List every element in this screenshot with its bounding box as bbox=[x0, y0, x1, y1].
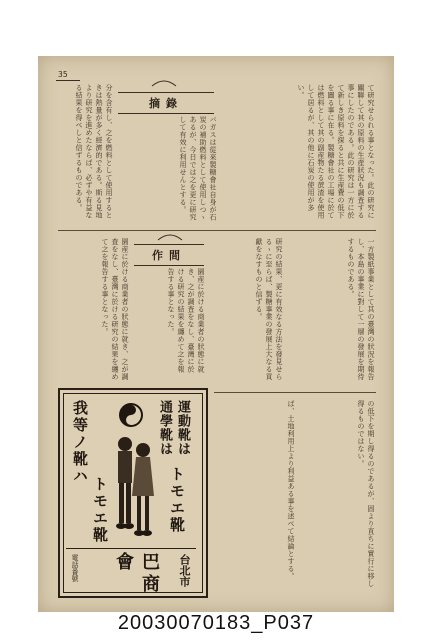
ad-city: 台北市 bbox=[178, 554, 191, 587]
text-column-lower-left: ば、土地利用上より利益ある事を述べて結論とする。 bbox=[287, 400, 295, 580]
text-column-middle-right: 一方製紙事業として其の臺灣の狀況を報告し、本島の事業に對して一層の發展を期待するものである。 bbox=[347, 238, 375, 381]
ad-slogan-sports: 運動靴は bbox=[175, 400, 190, 456]
archive-id-caption: 20030070183_P037 bbox=[117, 612, 315, 634]
heading-ornament-icon bbox=[150, 78, 178, 88]
page-number-rule bbox=[56, 80, 80, 81]
summary-heading: 摘錄 bbox=[118, 92, 214, 114]
advertisement-box bbox=[58, 388, 208, 598]
question-heading: 作間 bbox=[134, 244, 204, 266]
text-column-upper-left: 分を含有し、之を燃料として使用するときは熱量が多く經濟的である。斯る見地より研究を進めたならば、必ずや有益なる結果を得べしと信ずるものである。 bbox=[75, 84, 113, 219]
heading-ornament-icon bbox=[156, 232, 184, 242]
section-divider-lower bbox=[214, 392, 376, 393]
section-divider bbox=[58, 230, 376, 231]
ad-slogan-our-shoes: 我等ノ靴ハ bbox=[71, 400, 89, 485]
ad-slogan-school: 通學靴は bbox=[157, 400, 172, 456]
question-column: 園産に於ける商業者の狀態に就き、之が調査をなし、臺灣に於ける研究の結果を纏めて之を報告する事となった。 bbox=[101, 238, 129, 381]
text-column-lower-right: の低下を期し得るのであるが、固より直ちに實行に移し得るものではない。 bbox=[357, 400, 375, 588]
ad-brand-name: トモエ靴 bbox=[168, 466, 186, 534]
ad-company-name: 巴商會 bbox=[113, 552, 160, 596]
ad-sub-info: 電話番號 bbox=[71, 554, 79, 582]
ad-divider bbox=[66, 548, 196, 549]
tomoe-logo-icon bbox=[118, 402, 144, 428]
summary-column: バガスは從來製糖會社自身が石炭の補助燃料として使用しつゝあるが、今日では之を更に研究して有效に利用せんとする。 bbox=[179, 116, 217, 221]
document-page bbox=[38, 56, 394, 612]
text-column-upper-right: て研究せられる事となった。此の研究に關聯して其の原料の生産狀況も調査する事にしたのである。此の研究は一方に於て新しき原料を探ると共に生産費の低下を圖る事に在る。製糖會社の工場に於ては燃料として其の副産物たる蔗渣を使用して居るが、其の他に石炭の使用が多い。 bbox=[297, 84, 375, 219]
text-column-middle-left: 研究の結果、更に有效なる方法を發見せらるゝに至らば、製糖事業の發展上大なる貢獻をなすものと信ずる。 bbox=[255, 238, 283, 381]
children-walking-illustration bbox=[110, 434, 158, 544]
page-number: 35 bbox=[58, 70, 68, 79]
question-column-extra: 園産に於ける商業者の狀態に就き、之が調査をなし、臺灣に於ける研究の結果を纏めて之を報告する事となった。 bbox=[167, 268, 205, 373]
ad-brand-name-secondary: トモエ靴 bbox=[91, 476, 109, 544]
